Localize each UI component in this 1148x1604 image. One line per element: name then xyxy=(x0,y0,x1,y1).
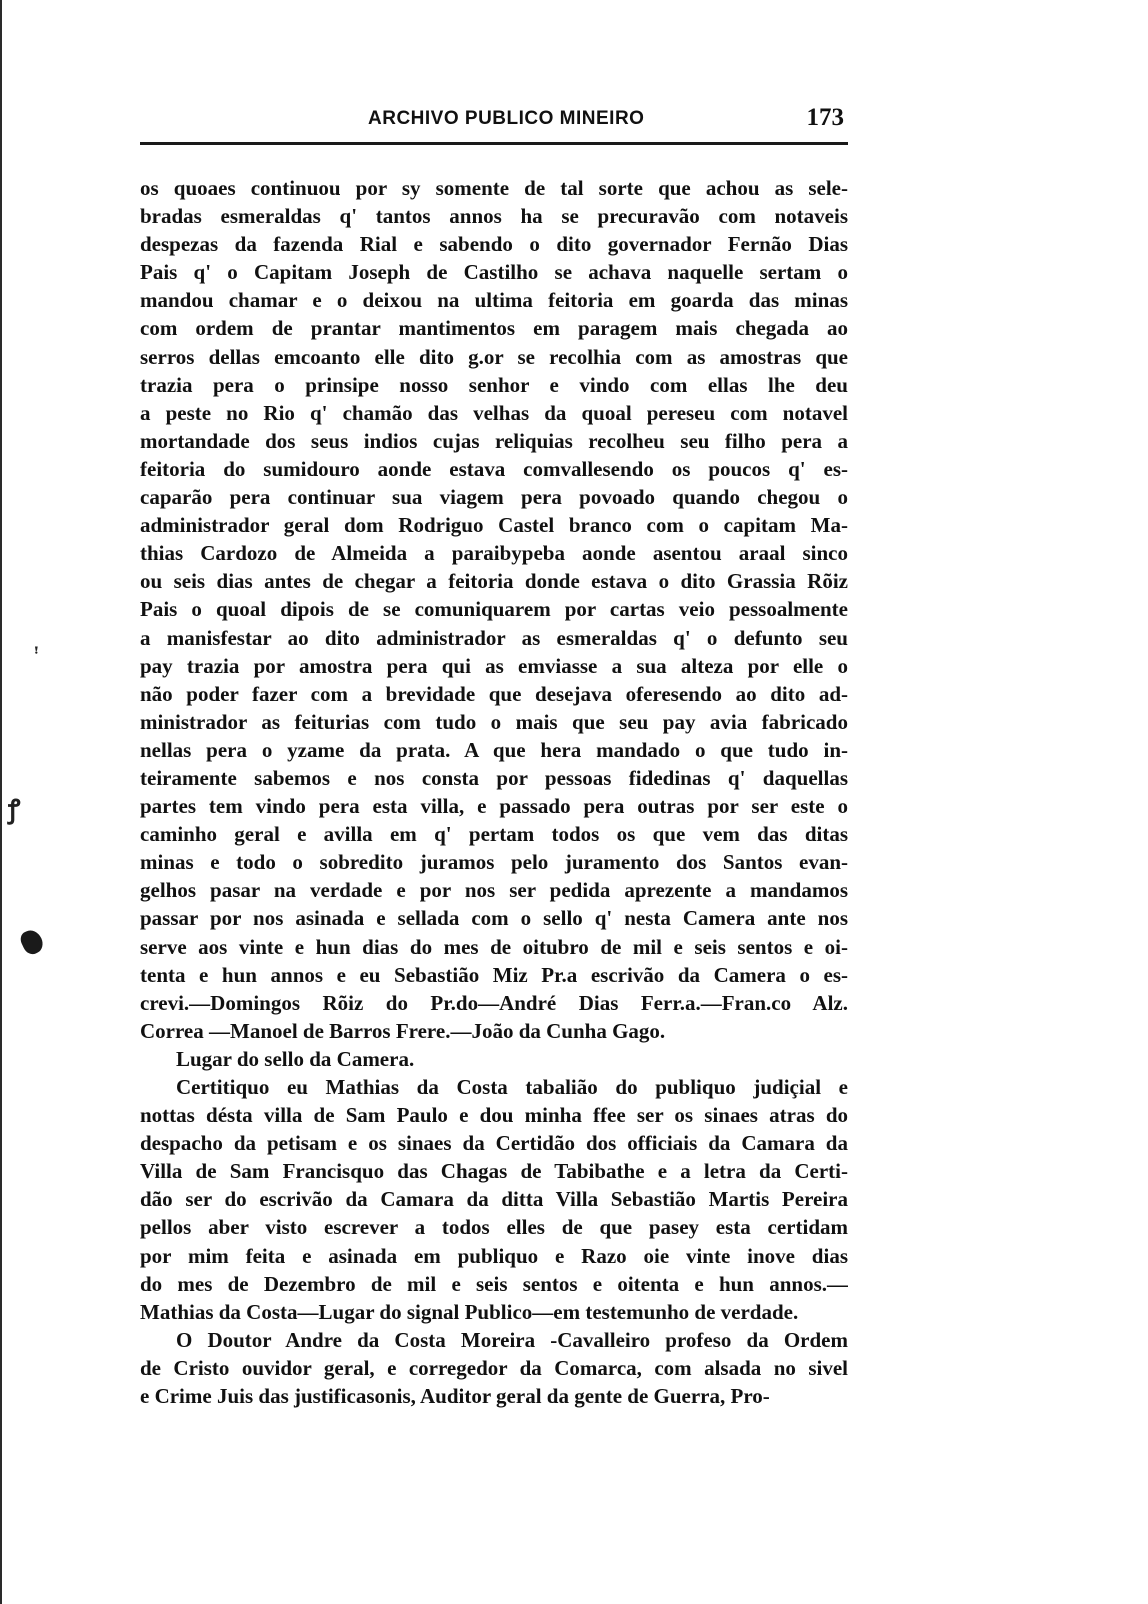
text-line: nellas pera o yzame da prata. A que hera mandado o que tudo in- xyxy=(140,737,848,762)
margin-mark: ꜝ xyxy=(34,648,39,663)
text-line: pellos aber visto escrever a todos elles de que pasey esta certidam xyxy=(140,1215,848,1240)
text-line: mortandade dos seus indios cujas reliquias recolheu seu filho pera a xyxy=(140,428,848,453)
text-line: a peste no Rio q' chamão das velhas da quoal pereseu com notavel xyxy=(140,400,848,425)
text-line: passar por nos asinada e sellada com o sello q' nesta Camera ante nos xyxy=(140,906,848,931)
text-line: pay trazia por amostra pera qui as emviasse a sua alteza por elle o xyxy=(140,653,848,678)
text-line: Correa —Manoel de Barros Frere.—João da Cunha Gago. xyxy=(140,1018,666,1043)
text-line: tenta e hun annos e eu Sebastião Miz Pr.a escrivão da Camera o es- xyxy=(140,962,848,987)
text-line: minas e todo o sobredito juramos pelo juramento dos Santos evan- xyxy=(140,850,848,875)
text-line: despacho da petisam e os sinaes da Certidão dos officiais da Camara da xyxy=(140,1131,848,1156)
page-header xyxy=(140,104,848,138)
text-line: crevi.—Domingos Rõiz do Pr.do—André Dias Ferr.a.—Fran.co Alz. xyxy=(140,990,848,1015)
text-line: nottas désta villa de Sam Paulo e dou minha ffee ser os sinaes atras do xyxy=(140,1103,848,1128)
text-line: por mim feita e asinada em publiquo e Razo oie vinte inove dias xyxy=(140,1243,848,1268)
text-line: de Cristo ouvidor geral, e corregedor da Comarca, com alsada no sivel xyxy=(140,1355,848,1380)
text-line: do mes de Dezembro de mil e seis sentos e oitenta e hun annos.— xyxy=(140,1271,848,1296)
page-number: 173 xyxy=(806,104,844,131)
text-line: a manisfestar ao dito administrador as esmeraldas q' o defunto seu xyxy=(140,625,848,650)
text-line: não poder fazer com a brevidade que desejava oferesendo ao dito ad- xyxy=(140,681,848,706)
text-line: Pais q' o Capitam Joseph de Castilho se achava naquelle sertam o xyxy=(140,260,848,285)
text-line: e Crime Juis das justificasonis, Auditor geral da gente de Guerra, Pro- xyxy=(140,1384,770,1409)
header-rule xyxy=(140,142,848,145)
text-line: Lugar do sello da Camera. xyxy=(176,1046,415,1071)
text-line: com ordem de prantar mantimentos em paragem mais chegada ao xyxy=(140,316,848,341)
text-line: dão ser do escrivão da Camara da ditta Villa Sebastião Martis Pereira xyxy=(140,1187,848,1212)
text-line: O Doutor Andre da Costa Moreira -Cavalleiro profeso da Ordem xyxy=(176,1327,848,1352)
text-line: os quoaes continuou por sy somente de tal sorte que achou as sele- xyxy=(140,176,848,200)
text-line: ministrador as feiturias com tudo o mais que seu pay avia fabricado xyxy=(140,709,848,734)
text-line: thias Cardozo de Almeida a paraibypeba aonde asentou araal sinco xyxy=(140,541,848,566)
document-body xyxy=(140,174,848,1410)
text-line: caminho geral e avilla em q' pertam todos os que vem das ditas xyxy=(140,822,848,847)
text-line: trazia pera o prinsipe nosso senhor e vindo com ellas lhe deu xyxy=(140,372,848,397)
text-line: feitoria do sumidouro aonde estava comvallesendo os poucos q' es- xyxy=(140,456,848,481)
text-line: bradas esmeraldas q' tantos annos ha se precuravão com notaveis xyxy=(140,204,848,229)
text-line: administrador geral dom Rodriguo Castel branco com o capitam Ma- xyxy=(140,513,848,538)
text-line: serve aos vinte e hun dias do mes de oitubro de mil e seis sentos e oi- xyxy=(140,934,848,959)
paragraph xyxy=(140,174,848,1045)
text-line: Certitiquo eu Mathias da Costa tabalião do publiquo judiçial e xyxy=(176,1075,848,1099)
paragraph xyxy=(140,1326,848,1410)
text-line: Mathias da Costa—Lugar do signal Publico—em testemunho de verdade. xyxy=(140,1299,799,1324)
running-title: ARCHIVO PUBLICO MINEIRO xyxy=(368,108,645,129)
text-line: gelhos pasar na verdade e por nos ser pedida aprezente a mandamos xyxy=(140,878,848,903)
margin-ink-blot xyxy=(18,927,46,957)
text-line: despezas da fazenda Rial e sabendo o dito governador Fernão Dias xyxy=(140,232,848,257)
text-line: caparão pera continuar sua viagem pera povoado quando chegou o xyxy=(140,485,848,510)
page-edge-line xyxy=(0,0,2,1604)
text-line: serros dellas emcoanto elle dito g.or se recolhia com as amostras que xyxy=(140,344,848,369)
text-line: ou seis dias antes de chegar a feitoria donde estava o dito Grassia Rõiz xyxy=(140,569,848,594)
margin-mark: ꝭ xyxy=(8,795,21,824)
text-line: partes tem vindo pera esta villa, e passado pera outras por ser este o xyxy=(140,794,848,819)
paragraph xyxy=(140,1073,848,1326)
text-line: teiramente sabemos e nos consta por pessoas fidedinas q' daquellas xyxy=(140,765,848,790)
paragraph xyxy=(140,1045,848,1073)
text-line: mandou chamar e o deixou na ultima feitoria em goarda das minas xyxy=(140,288,848,313)
text-line: Pais o quoal dipois de se comuniquarem por cartas veio pessoalmente xyxy=(140,597,848,622)
text-line: Villa de Sam Francisquo das Chagas de Tabibathe e a letra da Certi- xyxy=(140,1159,848,1184)
